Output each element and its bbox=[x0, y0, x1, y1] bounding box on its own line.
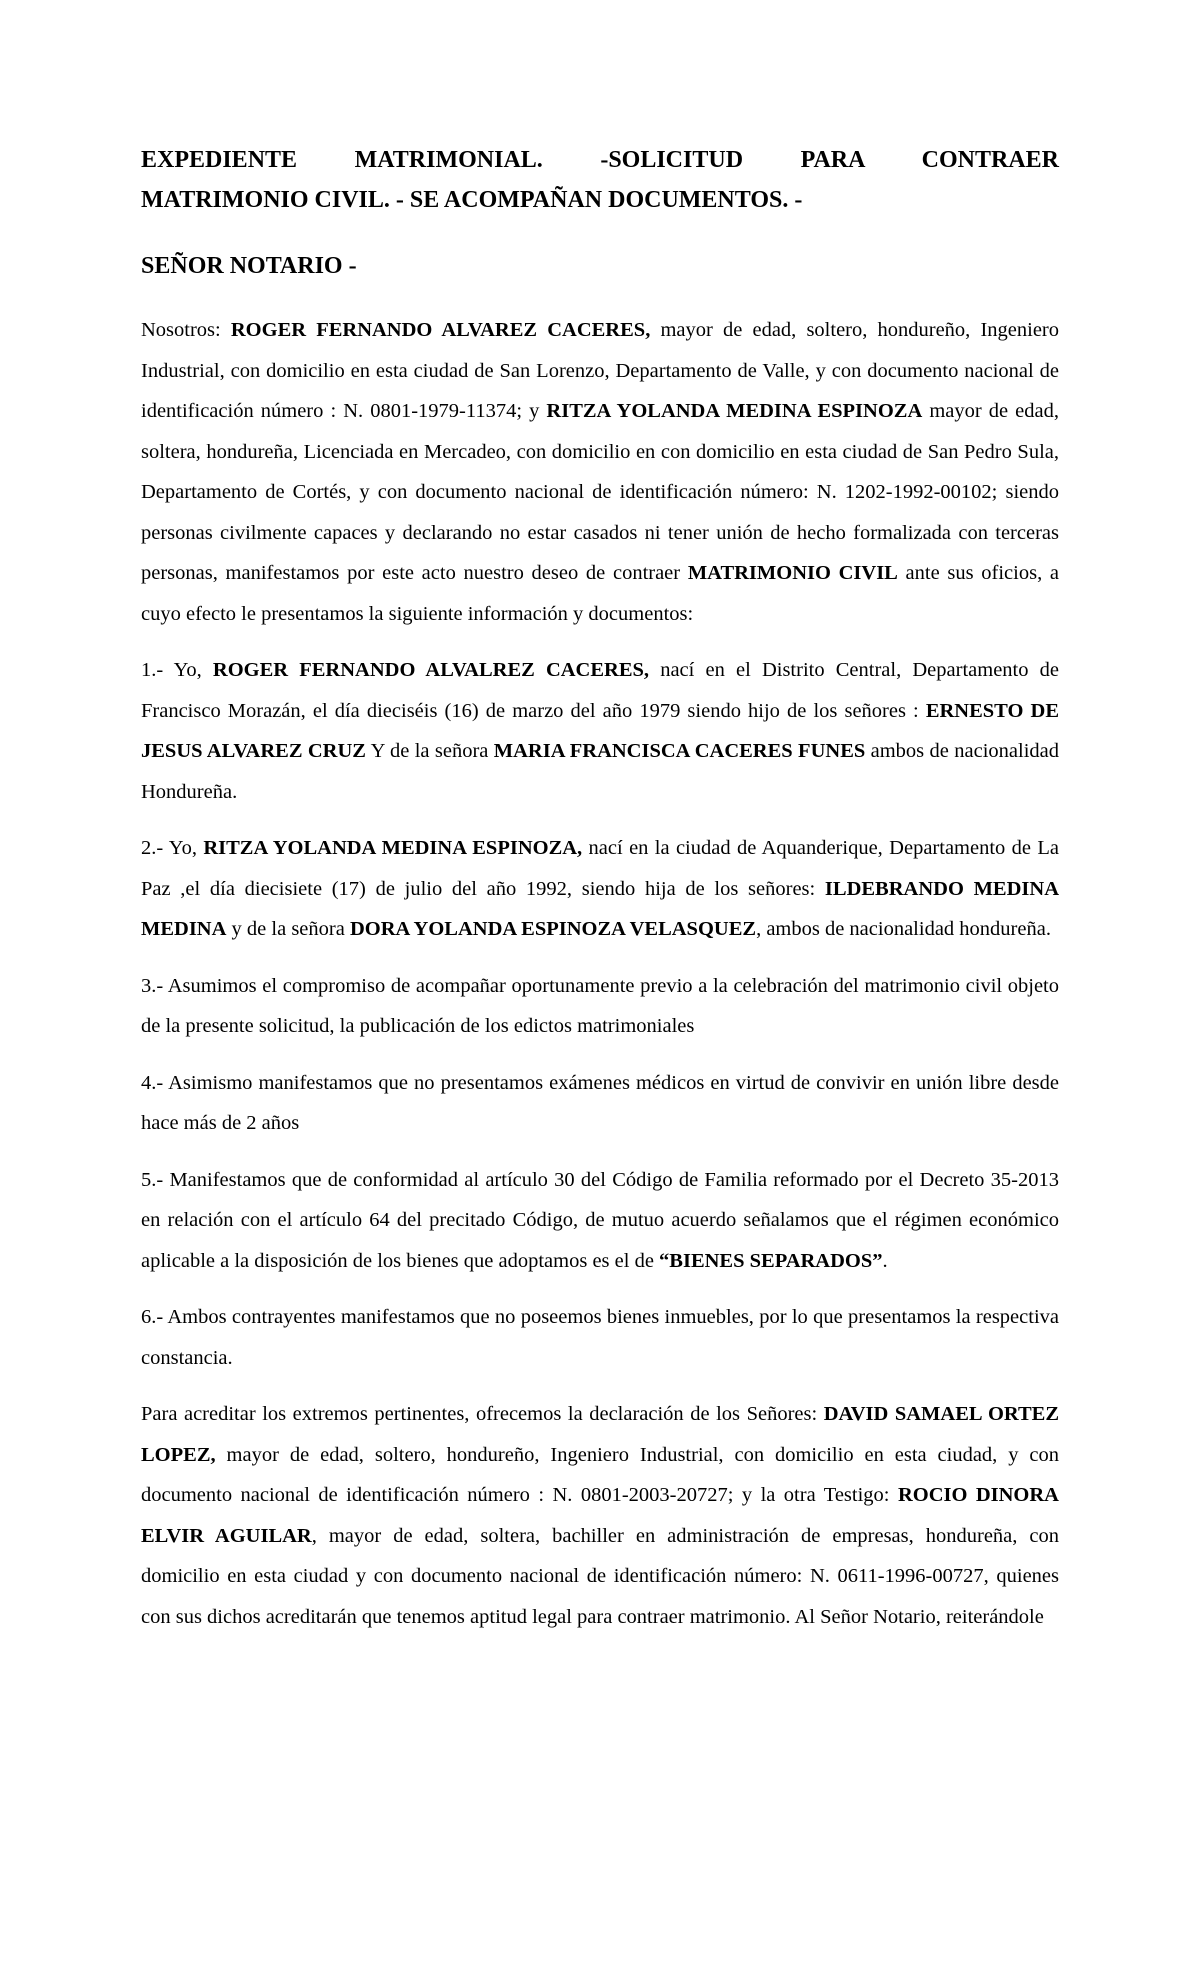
item-2-mother: DORA YOLANDA ESPINOZA VELASQUEZ bbox=[349, 918, 757, 940]
witness-2-name: ROCIO DINORA ELVIR AGUILAR bbox=[141, 1484, 1059, 1547]
item-1-mother: MARIA FRANCISCA CACERES FUNES bbox=[493, 740, 866, 762]
addressee-heading: SEÑOR NOTARIO - bbox=[141, 253, 357, 279]
final-text-3: , mayor de edad, soltera, bachiller en administración de empresas, hondureña, con domicilio en esta ciudad y con documento nacional de identificación número: N. 0611-1996-00727, quienes con sus dichos acreditarán que tenemos aptitud legal para contraer matrimonio. Al Señor Notario, reiterándole bbox=[141, 1524, 1059, 1628]
item-1-name: ROGER FERNANDO ALVALREZ CACERES, bbox=[212, 659, 650, 681]
item-2-name: RITZA YOLANDA MEDINA ESPINOZA, bbox=[203, 837, 583, 859]
intro-text-4: ante sus oficios, a cuyo efecto le presentamos la siguiente información y documentos: bbox=[141, 562, 1059, 625]
intro-text-1: Nosotros: bbox=[141, 319, 231, 341]
bride-name: RITZA YOLANDA MEDINA ESPINOZA bbox=[546, 400, 923, 422]
witness-1-name: DAVID SAMAEL ORTEZ LOPEZ, bbox=[141, 1403, 1059, 1466]
item-2-paragraph bbox=[141, 828, 1059, 950]
item-1-text-4: ambos de nacionalidad Hondureña. bbox=[141, 740, 1059, 803]
final-text-2: mayor de edad, soltero, hondureño, Ingeniero Industrial, con domicilio en esta ciudad, y con documento nacional de identificación número : N. 0801-2003-20727; y la otra Testigo: bbox=[141, 1443, 1059, 1506]
item-3-paragraph: 3.- Asumimos el compromiso de acompañar oportunamente previo a la celebración del matrimonio civil objeto de la presente solicitud, la publicación de los edictos matrimoniales bbox=[141, 974, 1059, 1037]
item-5-paragraph bbox=[141, 1160, 1059, 1282]
item-2-text-2: nací en la ciudad de Aquanderique, Departamento de La Paz ,el día diecisiete (17) de julio del año 1992, siendo hija de los señores: bbox=[141, 837, 1059, 900]
intro-paragraph bbox=[141, 310, 1059, 634]
title-line-2: MATRIMONIO CIVIL. - SE ACOMPAÑAN DOCUMENTOS. - bbox=[141, 187, 803, 213]
witnesses-paragraph bbox=[141, 1394, 1059, 1637]
item-1-text-2: nací en el Distrito Central, Departamento de Francisco Morazán, el día dieciséis (16) de marzo del año 1979 siendo hijo de los señores : bbox=[141, 659, 1059, 722]
document-body bbox=[141, 140, 1059, 1637]
item-5-text-2: . bbox=[882, 1249, 888, 1272]
groom-name: ROGER FERNANDO ALVAREZ CACERES, bbox=[230, 319, 651, 341]
bienes-separados-term: “BIENES SEPARADOS” bbox=[659, 1249, 883, 1272]
item-2-text-1: 2.- Yo, bbox=[141, 837, 204, 859]
item-1-paragraph bbox=[141, 650, 1059, 812]
item-1-text-3: Y de la señora bbox=[365, 740, 494, 762]
item-4-paragraph: 4.- Asimismo manifestamos que no presentamos exámenes médicos en virtud de convivir en unión libre desde hace más de 2 años bbox=[141, 1071, 1059, 1134]
final-text-1: Para acreditar los extremos pertinentes, ofrecemos la declaración de los Señores: bbox=[141, 1403, 824, 1425]
title-line-1: EXPEDIENTE MATRIMONIAL. -SOLICITUD PARA CONTRAER bbox=[141, 147, 1059, 173]
intro-text-3: mayor de edad, soltera, hondureña, Licenciada en Mercadeo, con domicilio en con domicilio en esta ciudad de San Pedro Sula, Departamento de Cortés, y con documento nacional de identificación número: N. 1202-1992-00102; siendo personas civilmente capaces y declarando no estar casados ni tener unión de hecho formalizada con terceras personas, manifestamos por este acto nuestro deseo de contraer bbox=[141, 400, 1059, 584]
item-2-father: ILDEBRANDO MEDINA MEDINA bbox=[141, 877, 1059, 940]
intro-text-2: mayor de edad, soltero, hondureño, Ingeniero Industrial, con domicilio en esta ciudad de San Lorenzo, Departamento de Valle, y con documento nacional de identificación número : N. 0801-1979-11374; y bbox=[141, 319, 1059, 422]
item-6-paragraph: 6.- Ambos contrayentes manifestamos que no poseemos bienes inmuebles, por lo que presentamos la respectiva constancia. bbox=[141, 1306, 1059, 1369]
matrimonio-civil-term: MATRIMONIO CIVIL bbox=[687, 562, 898, 584]
item-1-text-1: 1.- Yo, bbox=[141, 659, 213, 681]
item-5-text-1: 5.- Manifestamos que de conformidad al artículo 30 del Código de Familia reformado por el Decreto 35-2013 en relación con el artículo 64 del precitado Código, de mutuo acuerdo señalamos que el régimen económico aplicable a la disposición de los bienes que adoptamos es el de bbox=[141, 1168, 1059, 1272]
item-1-father: ERNESTO DE JESUS ALVAREZ CRUZ bbox=[141, 699, 1059, 762]
document-title bbox=[141, 140, 1059, 220]
item-2-text-4: , ambos de nacionalidad hondureña. bbox=[756, 918, 1051, 940]
item-2-text-3: y de la señora bbox=[226, 918, 350, 940]
